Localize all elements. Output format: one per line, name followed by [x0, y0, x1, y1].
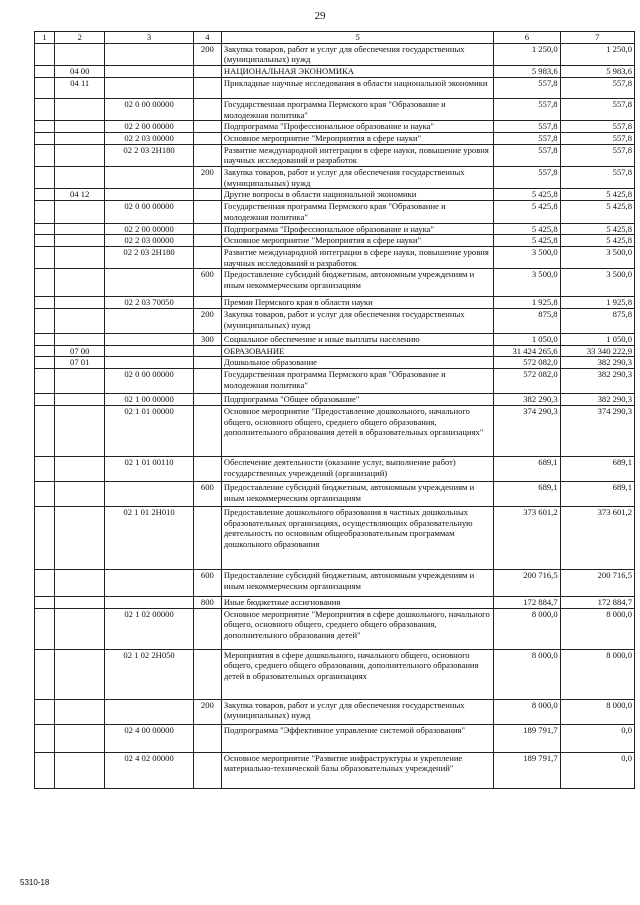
table-row: [35, 121, 635, 133]
amount-year-2-cell: 557,8: [560, 77, 634, 98]
target-article-cell: [105, 167, 193, 189]
amount-year-2-cell: 382 290,3: [560, 357, 634, 369]
expense-type-cell: [193, 132, 221, 144]
target-article-cell: 02 2 00 00000: [105, 223, 193, 235]
amount-year-2-cell: 8 000,0: [560, 608, 634, 649]
description-cell: Государственная программа Пермского края "Образование и молодежная политика": [221, 201, 493, 223]
table-row: [35, 66, 635, 78]
amount-year-1-cell: 557,8: [494, 77, 560, 98]
table-row: [35, 269, 635, 297]
description-cell: Основное мероприятие "Мероприятия в сфере дошкольного, начального общего, основного общего, среднего общего образования, дополнительного образования детей": [221, 608, 493, 649]
description-cell: Другие вопросы в области национальной экономики: [221, 189, 493, 201]
col-1-cell: [35, 77, 55, 98]
description-cell: Иные бюджетные ассигнования: [221, 596, 493, 608]
expense-type-cell: [193, 345, 221, 357]
amount-year-1-cell: 3 500,0: [494, 269, 560, 297]
expense-type-cell: [193, 77, 221, 98]
description-cell: НАЦИОНАЛЬНАЯ ЭКОНОМИКА: [221, 66, 493, 78]
target-article-cell: 02 2 03 00000: [105, 235, 193, 247]
section-code-cell: [55, 481, 105, 506]
target-article-cell: 02 0 00 00000: [105, 201, 193, 223]
target-article-cell: 02 0 00 00000: [105, 369, 193, 394]
amount-year-1-cell: 1 925,8: [494, 297, 560, 309]
col-1-cell: [35, 189, 55, 201]
description-cell: Государственная программа Пермского края "Образование и молодежная политика": [221, 98, 493, 120]
description-cell: Дошкольное образование: [221, 357, 493, 369]
table-row: [35, 297, 635, 309]
description-cell: Основное мероприятие "Развитие инфраструктуры и укрепление материально-технической базы образовательных учреждений": [221, 752, 493, 788]
expense-type-cell: [193, 724, 221, 752]
expense-type-cell: 200: [193, 309, 221, 334]
table-row: [35, 309, 635, 334]
amount-year-2-cell: 0,0: [560, 724, 634, 752]
expense-type-cell: [193, 394, 221, 406]
amount-year-2-cell: 172 884,7: [560, 596, 634, 608]
col-1-cell: [35, 98, 55, 120]
amount-year-1-cell: 8 000,0: [494, 608, 560, 649]
col-1-cell: [35, 167, 55, 189]
col-1-cell: [35, 369, 55, 394]
description-cell: Предоставление субсидий бюджетным, автономным учреждениям и иным некоммерческим организациям: [221, 269, 493, 297]
amount-year-2-cell: 8 000,0: [560, 649, 634, 699]
amount-year-2-cell: 8 000,0: [560, 699, 634, 724]
section-code-cell: [55, 43, 105, 65]
description-cell: Развитие международной интеграции в сфере науки, повышение уровня научных исследований и разработок: [221, 144, 493, 166]
description-cell: Развитие международной интеграции в сфере науки, повышение уровня научных исследований и разработок: [221, 246, 493, 268]
col-1-cell: [35, 201, 55, 223]
expense-type-cell: [193, 357, 221, 369]
section-code-cell: [55, 235, 105, 247]
description-cell: Закупка товаров, работ и услуг для обеспечения государственных (муниципальных) нужд: [221, 167, 493, 189]
target-article-cell: 02 1 01 00110: [105, 456, 193, 481]
amount-year-1-cell: 3 500,0: [494, 246, 560, 268]
col-1-cell: [35, 66, 55, 78]
col-1-cell: [35, 752, 55, 788]
description-cell: Закупка товаров, работ и услуг для обеспечения государственных (муниципальных) нужд: [221, 699, 493, 724]
amount-year-1-cell: 382 290,3: [494, 394, 560, 406]
col-1-cell: [35, 405, 55, 456]
amount-year-2-cell: 5 983,6: [560, 66, 634, 78]
section-code-cell: [55, 121, 105, 133]
section-code-cell: [55, 608, 105, 649]
expense-type-cell: [193, 189, 221, 201]
amount-year-2-cell: 557,8: [560, 132, 634, 144]
table-row: [35, 132, 635, 144]
header-cell: 4: [193, 32, 221, 44]
target-article-cell: [105, 43, 193, 65]
section-code-cell: [55, 132, 105, 144]
amount-year-1-cell: 374 290,3: [494, 405, 560, 456]
amount-year-1-cell: 8 000,0: [494, 649, 560, 699]
expense-type-cell: [193, 297, 221, 309]
amount-year-2-cell: 1 250,0: [560, 43, 634, 65]
target-article-cell: [105, 699, 193, 724]
description-cell: Премии Пермского края в области науки: [221, 297, 493, 309]
target-article-cell: 02 2 03 70050: [105, 297, 193, 309]
table-row: [35, 752, 635, 788]
amount-year-1-cell: 557,8: [494, 98, 560, 120]
amount-year-2-cell: 3 500,0: [560, 246, 634, 268]
description-cell: Предоставление субсидий бюджетным, автономным учреждениям и иным некоммерческим организациям: [221, 481, 493, 506]
col-1-cell: [35, 699, 55, 724]
expense-type-cell: [193, 201, 221, 223]
section-code-cell: [55, 752, 105, 788]
col-1-cell: [35, 144, 55, 166]
description-cell: Государственная программа Пермского края "Образование и молодежная политика": [221, 369, 493, 394]
section-code-cell: [55, 269, 105, 297]
col-1-cell: [35, 506, 55, 569]
expense-type-cell: [193, 608, 221, 649]
section-code-cell: 04 00: [55, 66, 105, 78]
section-code-cell: [55, 405, 105, 456]
table-row: [35, 345, 635, 357]
target-article-cell: 02 1 02 00000: [105, 608, 193, 649]
target-article-cell: 02 1 00 00000: [105, 394, 193, 406]
col-1-cell: [35, 394, 55, 406]
description-cell: Основное мероприятие "Предоставление дошкольного, начального общего, основного общего, среднего общего образования, дополнительного образования детей в образовательных организациях": [221, 405, 493, 456]
amount-year-2-cell: 557,8: [560, 144, 634, 166]
col-1-cell: [35, 596, 55, 608]
target-article-cell: 02 2 03 00000: [105, 132, 193, 144]
col-1-cell: [35, 345, 55, 357]
target-article-cell: 02 1 02 2Н050: [105, 649, 193, 699]
section-code-cell: [55, 144, 105, 166]
amount-year-1-cell: 8 000,0: [494, 699, 560, 724]
description-cell: Предоставление дошкольного образования в частных дошкольных образовательных организациях, осуществляющих образовательную деятельность по основным общеобразовательным программам дошкольного образования: [221, 506, 493, 569]
amount-year-2-cell: 557,8: [560, 98, 634, 120]
expense-type-cell: 600: [193, 269, 221, 297]
col-1-cell: [35, 132, 55, 144]
section-code-cell: [55, 98, 105, 120]
description-cell: Закупка товаров, работ и услуг для обеспечения государственных (муниципальных) нужд: [221, 43, 493, 65]
target-article-cell: [105, 345, 193, 357]
table-row: [35, 98, 635, 120]
description-cell: Закупка товаров, работ и услуг для обеспечения государственных (муниципальных) нужд: [221, 309, 493, 334]
expense-type-cell: [193, 405, 221, 456]
amount-year-2-cell: 1 050,0: [560, 334, 634, 346]
target-article-cell: 02 1 01 2Н010: [105, 506, 193, 569]
section-code-cell: [55, 569, 105, 596]
expense-type-cell: [193, 98, 221, 120]
table-row: [35, 43, 635, 65]
expense-type-cell: 200: [193, 43, 221, 65]
amount-year-1-cell: 189 791,7: [494, 752, 560, 788]
section-code-cell: [55, 309, 105, 334]
description-cell: ОБРАЗОВАНИЕ: [221, 345, 493, 357]
amount-year-1-cell: 5 983,6: [494, 66, 560, 78]
section-code-cell: [55, 394, 105, 406]
expense-type-cell: [193, 369, 221, 394]
amount-year-1-cell: 200 716,5: [494, 569, 560, 596]
expense-type-cell: [193, 121, 221, 133]
col-1-cell: [35, 297, 55, 309]
expense-type-cell: [193, 235, 221, 247]
col-1-cell: [35, 481, 55, 506]
budget-table-container: [34, 31, 635, 789]
description-cell: Подпрограмма "Эффективное управление системой образования": [221, 724, 493, 752]
amount-year-2-cell: 5 425,8: [560, 235, 634, 247]
amount-year-1-cell: 557,8: [494, 121, 560, 133]
table-row: [35, 246, 635, 268]
amount-year-1-cell: 689,1: [494, 456, 560, 481]
table-row: [35, 724, 635, 752]
table-row: [35, 144, 635, 166]
amount-year-1-cell: 572 082,0: [494, 369, 560, 394]
expense-type-cell: [193, 144, 221, 166]
amount-year-2-cell: 0,0: [560, 752, 634, 788]
target-article-cell: [105, 569, 193, 596]
amount-year-2-cell: 200 716,5: [560, 569, 634, 596]
amount-year-1-cell: 557,8: [494, 167, 560, 189]
section-code-cell: [55, 223, 105, 235]
amount-year-2-cell: 557,8: [560, 121, 634, 133]
section-code-cell: 04 11: [55, 77, 105, 98]
page-number: 29: [314, 10, 326, 22]
amount-year-2-cell: 5 425,8: [560, 189, 634, 201]
header-cell: 6: [494, 32, 560, 44]
header-row: [35, 32, 635, 44]
amount-year-1-cell: 5 425,8: [494, 235, 560, 247]
expense-type-cell: [193, 223, 221, 235]
amount-year-2-cell: 5 425,8: [560, 223, 634, 235]
table-row: [35, 357, 635, 369]
amount-year-1-cell: 31 424 265,6: [494, 345, 560, 357]
expense-type-cell: [193, 752, 221, 788]
target-article-cell: [105, 481, 193, 506]
amount-year-2-cell: 33 340 222,9: [560, 345, 634, 357]
amount-year-1-cell: 689,1: [494, 481, 560, 506]
amount-year-2-cell: 374 290,3: [560, 405, 634, 456]
expense-type-cell: 200: [193, 699, 221, 724]
section-code-cell: [55, 246, 105, 268]
section-code-cell: [55, 369, 105, 394]
table-row: [35, 334, 635, 346]
expense-type-cell: 600: [193, 481, 221, 506]
col-1-cell: [35, 569, 55, 596]
col-1-cell: [35, 357, 55, 369]
description-cell: Мероприятия в сфере дошкольного, начального общего, основного общего, среднего общего образования, дополнительного образования детей в образовательных организациях: [221, 649, 493, 699]
col-1-cell: [35, 309, 55, 334]
table-row: [35, 223, 635, 235]
section-code-cell: [55, 456, 105, 481]
amount-year-2-cell: 875,8: [560, 309, 634, 334]
section-code-cell: [55, 724, 105, 752]
footer-code: 5310-18: [20, 878, 50, 887]
description-cell: Социальное обеспечение и иные выплаты населению: [221, 334, 493, 346]
target-article-cell: 02 4 00 00000: [105, 724, 193, 752]
target-article-cell: 02 2 00 00000: [105, 121, 193, 133]
table-row: [35, 189, 635, 201]
target-article-cell: 02 4 02 00000: [105, 752, 193, 788]
expense-type-cell: [193, 66, 221, 78]
amount-year-2-cell: 689,1: [560, 456, 634, 481]
col-1-cell: [35, 724, 55, 752]
header-cell: 3: [105, 32, 193, 44]
header-cell: 2: [55, 32, 105, 44]
col-1-cell: [35, 223, 55, 235]
table-row: [35, 369, 635, 394]
target-article-cell: [105, 309, 193, 334]
amount-year-1-cell: 189 791,7: [494, 724, 560, 752]
amount-year-1-cell: 172 884,7: [494, 596, 560, 608]
target-article-cell: 02 0 00 00000: [105, 98, 193, 120]
amount-year-1-cell: 5 425,8: [494, 223, 560, 235]
description-cell: Подпрограмма "Профессиональное образование и наука": [221, 223, 493, 235]
budget-table: [34, 31, 635, 789]
table-row: [35, 569, 635, 596]
amount-year-2-cell: 373 601,2: [560, 506, 634, 569]
amount-year-1-cell: 5 425,8: [494, 189, 560, 201]
section-code-cell: [55, 506, 105, 569]
amount-year-1-cell: 875,8: [494, 309, 560, 334]
table-row: [35, 405, 635, 456]
target-article-cell: [105, 334, 193, 346]
expense-type-cell: 300: [193, 334, 221, 346]
expense-type-cell: 600: [193, 569, 221, 596]
target-article-cell: 02 2 03 2Н180: [105, 144, 193, 166]
table-row: [35, 506, 635, 569]
expense-type-cell: 200: [193, 167, 221, 189]
col-1-cell: [35, 246, 55, 268]
table-row: [35, 481, 635, 506]
table-row: [35, 699, 635, 724]
expense-type-cell: [193, 506, 221, 569]
section-code-cell: [55, 201, 105, 223]
amount-year-1-cell: 1 050,0: [494, 334, 560, 346]
expense-type-cell: [193, 649, 221, 699]
amount-year-1-cell: 557,8: [494, 132, 560, 144]
expense-type-cell: [193, 246, 221, 268]
table-row: [35, 394, 635, 406]
target-article-cell: 02 1 01 00000: [105, 405, 193, 456]
col-1-cell: [35, 121, 55, 133]
amount-year-1-cell: 572 082,0: [494, 357, 560, 369]
target-article-cell: [105, 596, 193, 608]
col-1-cell: [35, 269, 55, 297]
description-cell: Предоставление субсидий бюджетным, автономным учреждениям и иным некоммерческим организациям: [221, 569, 493, 596]
table-row: [35, 608, 635, 649]
col-1-cell: [35, 235, 55, 247]
table-row: [35, 167, 635, 189]
table-row: [35, 456, 635, 481]
header-cell: 7: [560, 32, 634, 44]
col-1-cell: [35, 608, 55, 649]
amount-year-2-cell: 382 290,3: [560, 369, 634, 394]
target-article-cell: [105, 189, 193, 201]
section-code-cell: 07 01: [55, 357, 105, 369]
header-cell: 1: [35, 32, 55, 44]
amount-year-2-cell: 3 500,0: [560, 269, 634, 297]
amount-year-2-cell: 382 290,3: [560, 394, 634, 406]
target-article-cell: [105, 77, 193, 98]
section-code-cell: [55, 334, 105, 346]
table-row: [35, 649, 635, 699]
table-row: [35, 235, 635, 247]
description-cell: Прикладные научные исследования в области национальной экономики: [221, 77, 493, 98]
target-article-cell: [105, 357, 193, 369]
budget-table-body: [35, 32, 635, 789]
description-cell: Основное мероприятие "Мероприятия в сфере науки": [221, 235, 493, 247]
description-cell: Основное мероприятие "Мероприятия в сфере науки": [221, 132, 493, 144]
section-code-cell: [55, 596, 105, 608]
target-article-cell: [105, 269, 193, 297]
col-1-cell: [35, 334, 55, 346]
col-1-cell: [35, 456, 55, 481]
expense-type-cell: 800: [193, 596, 221, 608]
description-cell: Обеспечение деятельности (оказание услуг, выполнение работ) государственных учреждений (организаций): [221, 456, 493, 481]
col-1-cell: [35, 649, 55, 699]
table-row: [35, 201, 635, 223]
amount-year-2-cell: 1 925,8: [560, 297, 634, 309]
amount-year-2-cell: 5 425,8: [560, 201, 634, 223]
amount-year-1-cell: 1 250,0: [494, 43, 560, 65]
amount-year-1-cell: 5 425,8: [494, 201, 560, 223]
amount-year-1-cell: 373 601,2: [494, 506, 560, 569]
amount-year-1-cell: 557,8: [494, 144, 560, 166]
target-article-cell: [105, 66, 193, 78]
section-code-cell: [55, 297, 105, 309]
section-code-cell: [55, 699, 105, 724]
expense-type-cell: [193, 456, 221, 481]
amount-year-2-cell: 689,1: [560, 481, 634, 506]
description-cell: Подпрограмма "Профессиональное образование и наука": [221, 121, 493, 133]
header-cell: 5: [221, 32, 493, 44]
table-row: [35, 77, 635, 98]
col-1-cell: [35, 43, 55, 65]
section-code-cell: 04 12: [55, 189, 105, 201]
target-article-cell: 02 2 03 2Н180: [105, 246, 193, 268]
section-code-cell: [55, 167, 105, 189]
amount-year-2-cell: 557,8: [560, 167, 634, 189]
section-code-cell: [55, 649, 105, 699]
table-row: [35, 596, 635, 608]
section-code-cell: 07 00: [55, 345, 105, 357]
description-cell: Подпрограмма "Общее образование": [221, 394, 493, 406]
